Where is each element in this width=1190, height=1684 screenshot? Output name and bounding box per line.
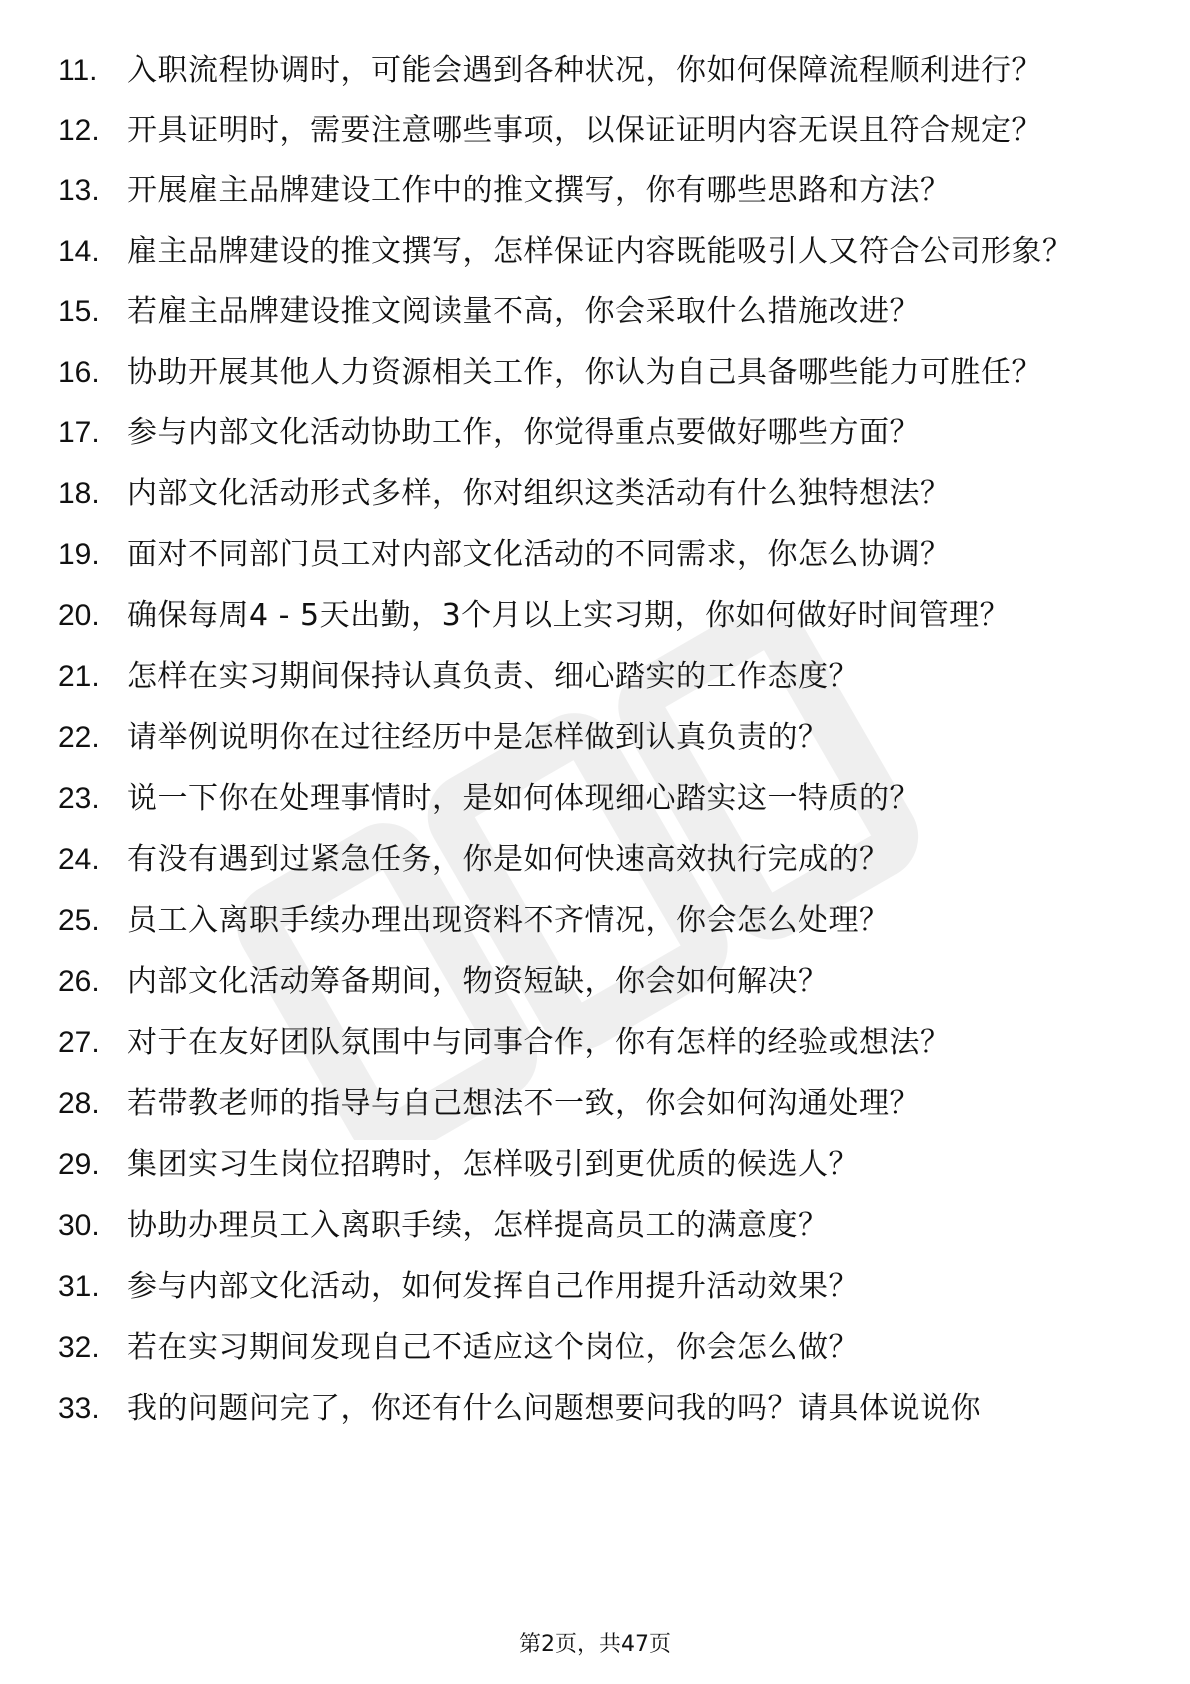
question-text: 请举例说明你在过往经历中是怎样做到认真负责的？ <box>127 720 829 755</box>
question-number: 13. <box>58 174 100 207</box>
question-number: 23. <box>58 782 100 815</box>
question-list <box>0 50 1190 1449</box>
question-number: 33. <box>58 1392 100 1425</box>
question-text: 内部文化活动形式多样，你对组织这类活动有什么独特想法？ <box>127 476 951 511</box>
question-number: 21. <box>58 660 100 693</box>
question-text: 若雇主品牌建设推文阅读量不高，你会采取什么措施改进？ <box>127 294 920 329</box>
question-item <box>0 50 1190 92</box>
question-item <box>0 352 1190 394</box>
question-text: 怎样在实习期间保持认真负责、细心踏实的工作态度？ <box>127 659 859 694</box>
question-item <box>0 1266 1190 1308</box>
question-text: 开具证明时，需要注意哪些事项，以保证证明内容无误且符合规定？ <box>127 113 1042 148</box>
question-number: 16. <box>58 356 100 389</box>
question-number: 17. <box>58 416 100 449</box>
question-item <box>0 231 1190 273</box>
question-number: 14. <box>58 235 100 268</box>
question-item <box>0 170 1190 212</box>
question-number: 20. <box>58 599 100 632</box>
question-item <box>0 1022 1190 1064</box>
question-text: 参与内部文化活动，如何发挥自己作用提升活动效果？ <box>127 1269 859 1304</box>
question-item <box>0 1205 1190 1247</box>
question-number: 19. <box>58 538 100 571</box>
question-item <box>0 412 1190 454</box>
page-number-footer: 第2页，共47页 <box>519 1632 671 1657</box>
question-text: 我的问题问完了，你还有什么问题想要问我的吗？请具体说说你 <box>127 1391 981 1426</box>
question-item <box>0 900 1190 942</box>
question-text: 内部文化活动筹备期间，物资短缺，你会如何解决？ <box>127 964 829 999</box>
question-number: 30. <box>58 1209 100 1242</box>
question-text: 入职流程协调时，可能会遇到各种状况，你如何保障流程顺利进行？ <box>127 53 1042 88</box>
question-text: 集团实习生岗位招聘时，怎样吸引到更优质的候选人？ <box>127 1147 859 1182</box>
question-item <box>0 778 1190 820</box>
question-text: 若在实习期间发现自己不适应这个岗位，你会怎么做？ <box>127 1330 859 1365</box>
question-number: 22. <box>58 721 100 754</box>
question-number: 27. <box>58 1026 100 1059</box>
question-item <box>0 1388 1190 1430</box>
question-item <box>0 534 1190 576</box>
question-number: 25. <box>58 904 100 937</box>
question-item <box>0 961 1190 1003</box>
question-item <box>0 1144 1190 1186</box>
question-item <box>0 291 1190 333</box>
question-item <box>0 110 1190 152</box>
question-text: 面对不同部门员工对内部文化活动的不同需求，你怎么协调？ <box>127 537 951 572</box>
question-item <box>0 595 1190 637</box>
question-text: 确保每周4 - 5天出勤，3个月以上实习期，你如何做好时间管理？ <box>127 598 1011 633</box>
question-item <box>0 473 1190 515</box>
question-text: 对于在友好团队氛围中与同事合作，你有怎样的经验或想法？ <box>127 1025 951 1060</box>
question-text: 参与内部文化活动协助工作，你觉得重点要做好哪些方面？ <box>127 415 920 450</box>
question-number: 18. <box>58 477 100 510</box>
question-text: 开展雇主品牌建设工作中的推文撰写，你有哪些思路和方法？ <box>127 173 951 208</box>
question-number: 12. <box>58 114 100 147</box>
question-item <box>0 656 1190 698</box>
question-item <box>0 839 1190 881</box>
question-text: 员工入离职手续办理出现资料不齐情况，你会怎么处理？ <box>127 903 890 938</box>
question-text: 若带教老师的指导与自己想法不一致，你会如何沟通处理？ <box>127 1086 920 1121</box>
question-number: 11. <box>58 54 98 87</box>
question-number: 26. <box>58 965 100 998</box>
question-number: 32. <box>58 1331 100 1364</box>
question-item <box>0 717 1190 759</box>
question-item <box>0 1083 1190 1125</box>
question-text: 有没有遇到过紧急任务，你是如何快速高效执行完成的？ <box>127 842 890 877</box>
question-number: 31. <box>58 1270 100 1303</box>
question-number: 15. <box>58 295 100 328</box>
question-number: 24. <box>58 843 100 876</box>
question-number: 29. <box>58 1148 100 1181</box>
question-text: 说一下你在处理事情时，是如何体现细心踏实这一特质的？ <box>127 781 920 816</box>
question-text: 协助办理员工入离职手续，怎样提高员工的满意度？ <box>127 1208 829 1243</box>
question-text: 雇主品牌建设的推文撰写，怎样保证内容既能吸引人又符合公司形象？ <box>127 234 1073 269</box>
question-text: 协助开展其他人力资源相关工作，你认为自己具备哪些能力可胜任？ <box>127 355 1042 390</box>
question-number: 28. <box>58 1087 100 1120</box>
question-item <box>0 1327 1190 1369</box>
